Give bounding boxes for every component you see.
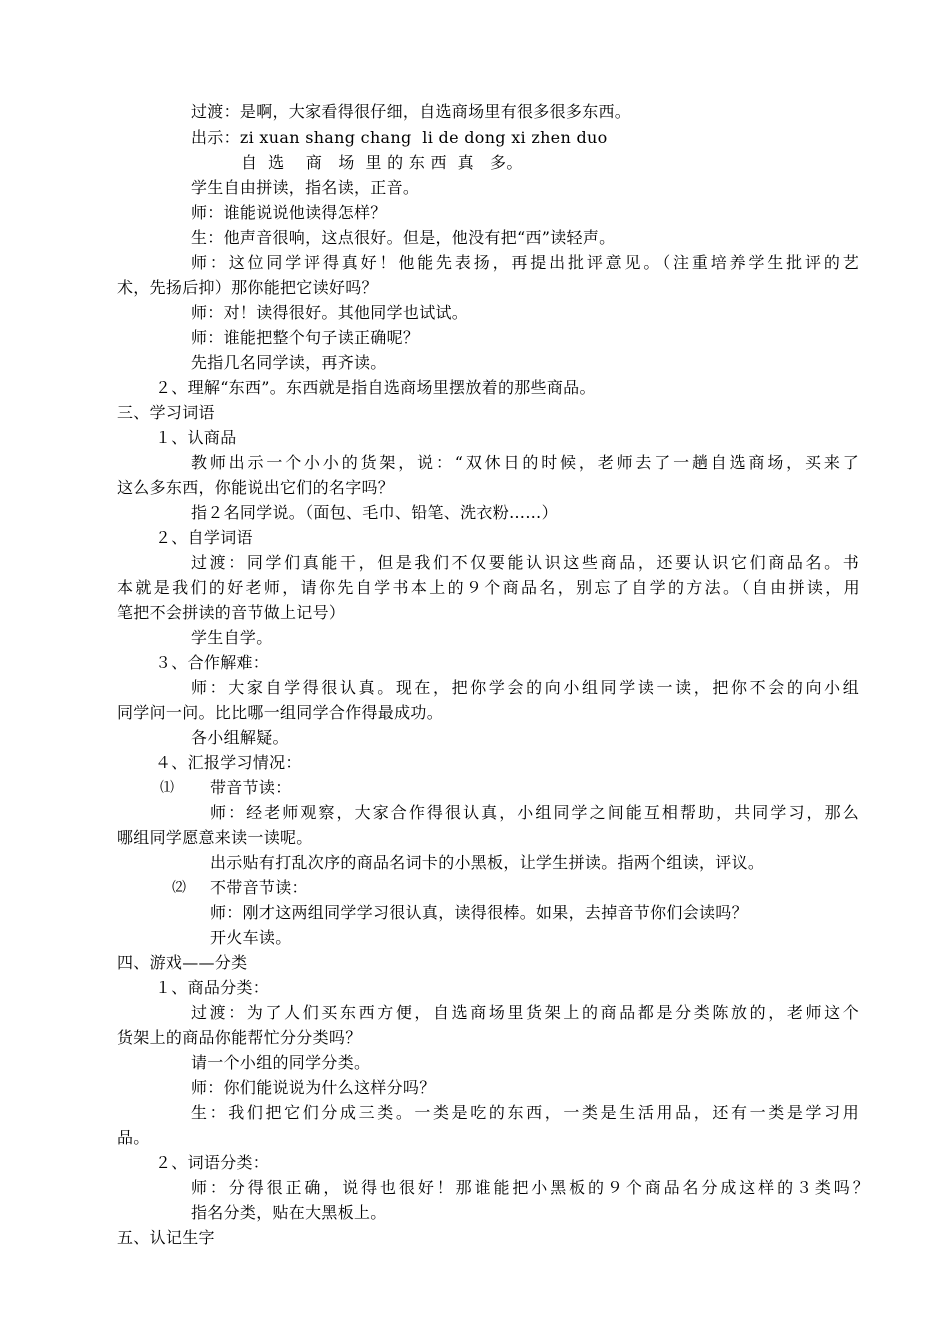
text-line: 笔把不会拼读的音节做上记号） (117, 603, 346, 622)
text-line: 师：对！读得很好。其他同学也试试。 (191, 303, 469, 322)
text-line: 教师出示一个小小的货架，说：“双休日的时候，老师去了一趟自选商场，买来了 (191, 453, 859, 472)
text-line: 过渡：为了人们买东西方便，自选商场里货架上的商品都是分类陈放的，老师这个 (191, 1003, 859, 1022)
section-heading: 四、游戏——分类 (117, 953, 248, 972)
text-line: 品。 (117, 1128, 150, 1147)
text-line: 货架上的商品你能帮忙分分类吗？ (117, 1028, 362, 1047)
subsection-heading: ２、词语分类： (155, 1153, 270, 1172)
text-line: 术，先扬后抑）那你能把它读好吗？ (117, 278, 378, 297)
list-marker: ⑴ (160, 780, 175, 796)
text-line: 这么多东西，你能说出它们的名字吗？ (117, 478, 395, 497)
text-line: 师：谁能说说他读得怎样？ (191, 203, 387, 222)
text-line: 开火车读。 (210, 928, 292, 947)
text-line: 过渡：是啊，大家看得很仔细，自选商场里有很多很多东西。 (191, 102, 632, 121)
text-line: 生：他声音很响，这点很好。但是，他没有把“西”读轻声。 (191, 228, 616, 247)
subsection-heading: ３、合作解难： (155, 653, 270, 672)
text-line: 师：经老师观察，大家合作得很认真，小组同学之间能互相帮助，共同学习，那么 (210, 803, 859, 822)
text-line: 各小组解疑。 (191, 728, 289, 747)
text-line: 学生自由拼读，指名读，正音。 (191, 178, 420, 197)
text-line: 学生自学。 (191, 628, 273, 647)
text-line: 同学问一问。比比哪一组同学合作得最成功。 (117, 703, 444, 722)
hanzi-line: 自 选 商 场 里 的 东 西 真 多。 (241, 153, 523, 172)
list-marker: ⑵ (172, 880, 187, 896)
text-line: 师：大家自学得很认真。现在，把你学会的向小组同学读一读，把你不会的向小组 (191, 678, 859, 697)
text-line: 过渡：同学们真能干，但是我们不仅要能认识这些商品，还要认识它们商品名。书 (191, 553, 859, 572)
subsection-heading: １、认商品 (155, 428, 237, 447)
list-item-heading: 不带音节读： (210, 878, 308, 897)
text-line: 生：我们把它们分成三类。一类是吃的东西，一类是生活用品，还有一类是学习用 (191, 1103, 859, 1122)
section-heading: 三、学习词语 (117, 403, 215, 422)
text-line: 师：这位同学评得真好！他能先表扬，再提出批评意见。（注重培养学生批评的艺 (191, 253, 859, 272)
text-line: ２、理解“东西”。东西就是指自选商场里摆放着的那些商品。 (155, 378, 596, 397)
text-line: 师：谁能把整个句子读正确呢？ (191, 328, 420, 347)
text-line: 师：分得很正确，说得也很好！那谁能把小黑板的９个商品名分成这样的３类吗？ (191, 1178, 869, 1197)
text-line: 指名分类，贴在大黑板上。 (191, 1203, 387, 1222)
text-line: 本就是我们的好老师，请你先自学书本上的９个商品名，别忘了自学的方法。（自由拼读，用 (117, 578, 859, 597)
section-heading: 五、认记生字 (117, 1228, 215, 1247)
text-line: 哪组同学愿意来读一读呢。 (117, 828, 313, 847)
text-line: 指２名同学说。（面包、毛巾、铅笔、洗衣粉……） (191, 503, 558, 522)
subsection-heading: ２、自学词语 (155, 528, 253, 547)
text-line: 出示贴有打乱次序的商品名词卡的小黑板，让学生拼读。指两个组读，评议。 (210, 853, 765, 872)
text-line: 师：你们能说说为什么这样分吗？ (191, 1078, 436, 1097)
subsection-heading: １、商品分类： (155, 978, 270, 997)
list-item-heading: 带音节读： (210, 778, 292, 797)
pinyin-line: 出示：zi xuan shang chang li de dong xi zhen duo (191, 128, 608, 147)
subsection-heading: ４、汇报学习情况： (155, 753, 302, 772)
text-line: 师：刚才这两组同学学习很认真，读得很棒。如果，去掉音节你们会读吗？ (210, 903, 748, 922)
text-line: 先指几名同学读，再齐读。 (191, 353, 387, 372)
text-line: 请一个小组的同学分类。 (191, 1053, 371, 1072)
